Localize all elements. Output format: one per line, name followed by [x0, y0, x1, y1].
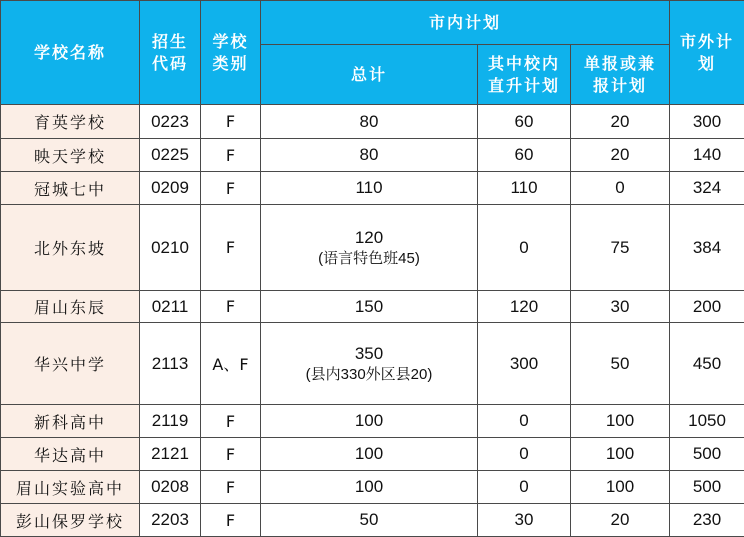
total-value: 50: [261, 509, 477, 531]
code-cell: 0210: [140, 205, 201, 291]
internal-cell: 300: [478, 323, 571, 405]
table-row: [1, 323, 744, 405]
school-name-cell: 映天学校: [1, 139, 140, 172]
category-cell: F: [201, 438, 261, 471]
table-row: [1, 471, 744, 504]
outside-cell: 140: [670, 139, 744, 172]
total-cell: [261, 471, 478, 504]
single-dual-cell: 30: [571, 291, 670, 323]
category-cell: F: [201, 172, 261, 205]
total-value: 100: [261, 476, 477, 498]
internal-cell: 30: [478, 504, 571, 537]
single-dual-cell: 100: [571, 438, 670, 471]
table-row: [1, 438, 744, 471]
outside-cell: 300: [670, 105, 744, 139]
category-cell: A、F: [201, 323, 261, 405]
total-value: 100: [261, 410, 477, 432]
header-total: 总计: [261, 45, 478, 105]
category-cell: F: [201, 405, 261, 438]
table-row: [1, 291, 744, 323]
school-name-cell: 彭山保罗学校: [1, 504, 140, 537]
total-cell: [261, 105, 478, 139]
internal-cell: 60: [478, 105, 571, 139]
internal-cell: 120: [478, 291, 571, 323]
outside-cell: 500: [670, 438, 744, 471]
header-outside-plan: [670, 1, 744, 105]
code-cell: 2113: [140, 323, 201, 405]
school-name-cell: 育英学校: [1, 105, 140, 139]
school-name-cell: 新科高中: [1, 405, 140, 438]
total-value: 110: [261, 177, 477, 199]
category-cell: F: [201, 139, 261, 172]
code-cell: 2203: [140, 504, 201, 537]
total-value: 120: [261, 227, 477, 249]
header-school-name: 学校名称: [1, 1, 140, 105]
header-city-plan: 市内计划: [261, 1, 670, 45]
school-name-cell: 眉山东辰: [1, 291, 140, 323]
table-row: [1, 105, 744, 139]
header-internal: [478, 45, 571, 105]
category-cell: F: [201, 504, 261, 537]
outside-cell: 500: [670, 471, 744, 504]
single-dual-cell: 20: [571, 504, 670, 537]
single-dual-cell: 0: [571, 172, 670, 205]
total-cell: [261, 291, 478, 323]
table-row: [1, 504, 744, 537]
category-cell: F: [201, 205, 261, 291]
header-code-text: 招生代码: [150, 31, 190, 75]
header-outside-text: 市外计划: [675, 31, 739, 75]
total-cell: [261, 205, 478, 291]
category-cell: F: [201, 471, 261, 504]
header-category: [201, 1, 261, 105]
code-cell: 2119: [140, 405, 201, 438]
outside-cell: 324: [670, 172, 744, 205]
code-cell: 0208: [140, 471, 201, 504]
total-value: 80: [261, 144, 477, 166]
table-row: [1, 139, 744, 172]
school-name-cell: 北外东坡: [1, 205, 140, 291]
table-row: [1, 205, 744, 291]
header-category-text: 学校类别: [211, 31, 251, 75]
total-value: 350: [261, 343, 477, 365]
header-single-dual: [571, 45, 670, 105]
total-cell: [261, 438, 478, 471]
single-dual-cell: 50: [571, 323, 670, 405]
internal-cell: 110: [478, 172, 571, 205]
single-dual-cell: 75: [571, 205, 670, 291]
code-cell: 0225: [140, 139, 201, 172]
code-cell: 0223: [140, 105, 201, 139]
internal-cell: 0: [478, 205, 571, 291]
table-row: [1, 172, 744, 205]
header-internal-text: 其中校内直升计划: [482, 53, 566, 97]
single-dual-cell: 20: [571, 139, 670, 172]
total-value: 80: [261, 111, 477, 133]
table-row: [1, 405, 744, 438]
total-cell: [261, 504, 478, 537]
school-name-cell: 华达高中: [1, 438, 140, 471]
total-note: (语言特色班45): [261, 249, 477, 269]
outside-cell: 384: [670, 205, 744, 291]
school-name-cell: 华兴中学: [1, 323, 140, 405]
outside-cell: 1050: [670, 405, 744, 438]
internal-cell: 0: [478, 471, 571, 504]
code-cell: 2121: [140, 438, 201, 471]
outside-cell: 200: [670, 291, 744, 323]
total-cell: [261, 405, 478, 438]
school-name-cell: 眉山实验高中: [1, 471, 140, 504]
category-cell: F: [201, 105, 261, 139]
internal-cell: 0: [478, 438, 571, 471]
total-cell: [261, 323, 478, 405]
total-value: 150: [261, 296, 477, 318]
outside-cell: 450: [670, 323, 744, 405]
internal-cell: 0: [478, 405, 571, 438]
total-value: 100: [261, 443, 477, 465]
category-cell: F: [201, 291, 261, 323]
outside-cell: 230: [670, 504, 744, 537]
internal-cell: 60: [478, 139, 571, 172]
header-code: [140, 1, 201, 105]
single-dual-cell: 100: [571, 405, 670, 438]
single-dual-cell: 20: [571, 105, 670, 139]
code-cell: 0211: [140, 291, 201, 323]
total-cell: [261, 139, 478, 172]
total-cell: [261, 172, 478, 205]
single-dual-cell: 100: [571, 471, 670, 504]
total-note: (县内330外区县20): [261, 365, 477, 385]
code-cell: 0209: [140, 172, 201, 205]
school-name-cell: 冠城七中: [1, 172, 140, 205]
header-single-text: 单报或兼报计划: [578, 53, 662, 97]
